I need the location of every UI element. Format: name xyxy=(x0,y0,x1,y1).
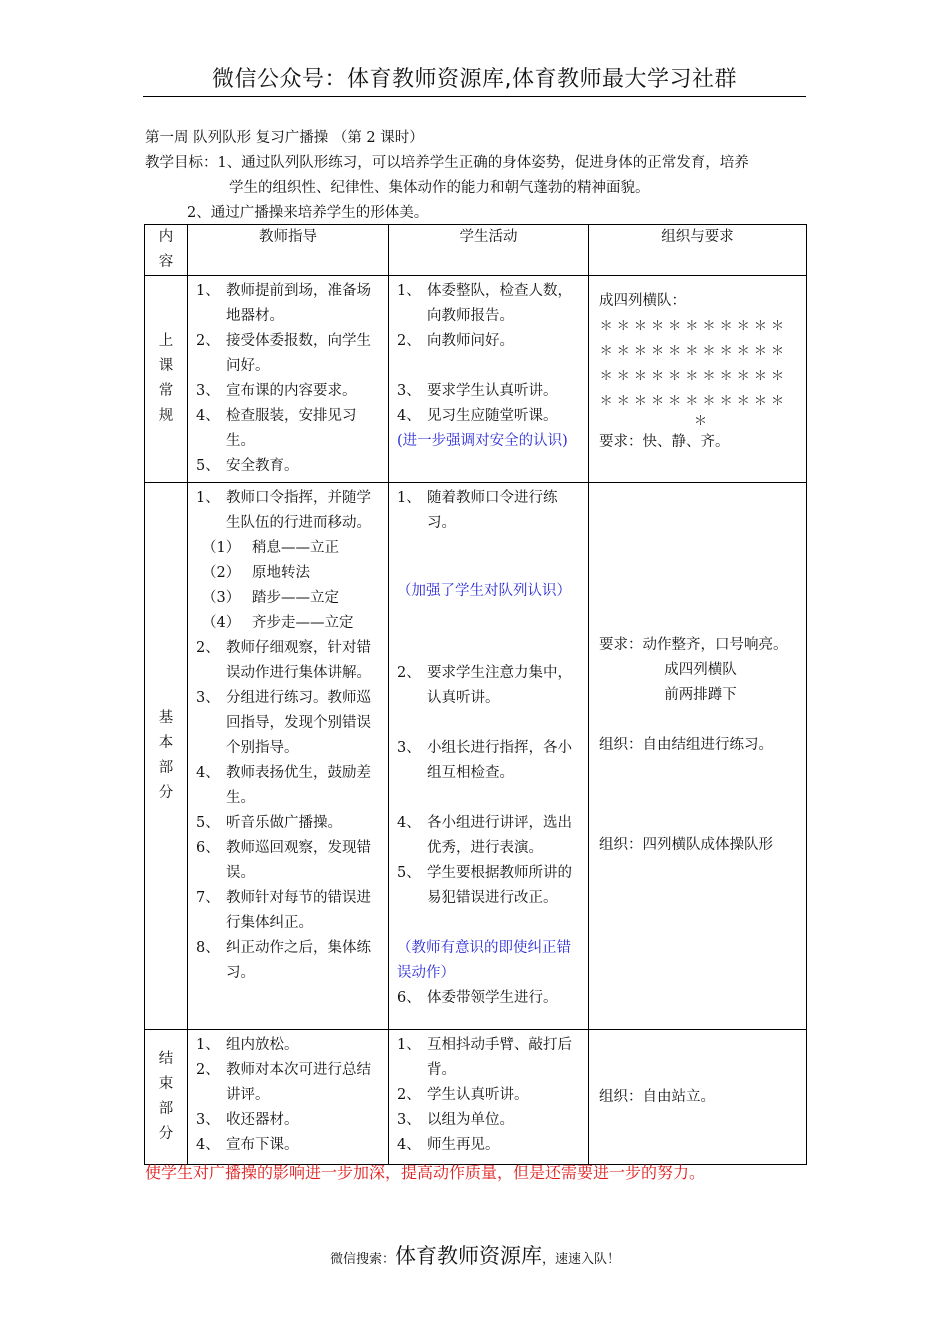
basic-formation: 成四列横队 xyxy=(664,662,737,678)
header-teacher: 教师指导 xyxy=(188,225,389,276)
list-item: 1、 随着教师口令进行练习。 xyxy=(397,490,558,531)
list-item: 4、 见习生应随堂听课。 xyxy=(397,408,558,424)
basic-teacher xyxy=(188,483,389,1030)
ending-row xyxy=(145,1030,807,1165)
footer-prefix: 微信搜索： xyxy=(329,1252,395,1267)
formation-title: 成四列横队： xyxy=(599,293,686,309)
objective-line-1: 教学目标：1、通过队列队形练习，可以培养学生正确的身体姿势，促进身体的正常发育，培养 xyxy=(145,155,749,171)
list-item: 2、 学生认真听讲。 xyxy=(397,1087,529,1103)
header-divider xyxy=(143,96,806,97)
ending-label: 结 束 部 分 xyxy=(145,1030,188,1165)
drill-note: （加强了学生对队列认识） xyxy=(397,583,571,599)
list-item: 1、 互相抖动手臂、敲打后背。 xyxy=(397,1037,572,1078)
routine-org xyxy=(589,276,807,483)
list-item: 1、 组内放松。 xyxy=(196,1037,299,1053)
list-subitem: （3） 踏步——立定 xyxy=(202,590,339,606)
basic-group-org: 组织：自由结组进行练习。 xyxy=(599,737,773,753)
basic-requirement: 要求：动作整齐，口号响亮。 xyxy=(599,637,788,653)
routine-label: 上 课 常 规 xyxy=(145,276,188,483)
list-item: 4、 教师表扬优生，鼓励差生。 xyxy=(196,765,371,806)
safety-note: (进一步强调对安全的认识) xyxy=(397,433,568,449)
footer-suffix: ，速速入队！ xyxy=(542,1252,621,1267)
list-item: 3、 分组进行练习。教师巡回指导，发现个别错误个别指导。 xyxy=(196,690,371,756)
list-item: 3、 收还器材。 xyxy=(196,1112,299,1128)
header-student: 学生活动 xyxy=(389,225,589,276)
list-item: 5、 听音乐做广播操。 xyxy=(196,815,342,831)
list-subitem: （4） 齐步走——立定 xyxy=(202,615,354,631)
lesson-reflection: 使学生对广播操的影响进一步加深，提高动作质量，但是还需要进一步的努力。 xyxy=(145,1163,706,1182)
ending-student xyxy=(389,1030,589,1165)
routine-requirement: 要求：快、静、齐。 xyxy=(599,434,730,450)
list-item: 2、 教师仔细观察，针对错误动作进行集体讲解。 xyxy=(196,640,371,681)
footer xyxy=(0,1240,950,1270)
star-row: ＊ ＊ ＊ ＊ ＊ ＊ ＊ ＊ ＊ ＊ ＊ xyxy=(599,319,784,334)
header-org: 组织与要求 xyxy=(589,225,807,276)
list-item: 1、 教师提前到场，准备场地器材。 xyxy=(196,283,371,324)
list-item: 2、 教师对本次可进行总结讲评。 xyxy=(196,1062,371,1103)
list-item: 7、 教师针对每节的错误进行集体纠正。 xyxy=(196,890,371,931)
lesson-plan-table xyxy=(144,224,807,1165)
star-row: ＊ ＊ ＊ ＊ ＊ ＊ ＊ ＊ ＊ ＊ ＊ xyxy=(599,344,784,359)
list-item: 3、 要求学生认真听讲。 xyxy=(397,383,558,399)
page-header-title: 微信公众号：体育教师资源库,体育教师最大学习社群 xyxy=(212,67,737,92)
list-item: 5、 安全教育。 xyxy=(196,458,299,474)
routine-teacher xyxy=(188,276,389,483)
list-item: 4、 各小组进行讲评，选出优秀，进行表演。 xyxy=(397,815,572,856)
basic-student xyxy=(389,483,589,1030)
list-item: 3、 宣布课的内容要求。 xyxy=(196,383,357,399)
list-item: 3、 小组长进行指挥，各小组互相检查。 xyxy=(397,740,572,781)
objective-line-2: 学生的组织性、纪律性、集体动作的能力和朝气蓬勃的精神面貌。 xyxy=(229,180,650,196)
list-subitem: （1） 稍息——立正 xyxy=(202,540,339,556)
table-header-row xyxy=(145,225,807,276)
footer-brand: 体育教师资源库 xyxy=(395,1244,542,1268)
correction-note: （教师有意识的即使纠正错误动作） xyxy=(397,940,571,981)
basic-formation-org: 组织：四列横队成体操队形 xyxy=(599,837,773,853)
list-item: 6、 体委带领学生进行。 xyxy=(397,990,558,1006)
list-subitem: （2） 原地转法 xyxy=(202,565,310,581)
star-row: ＊ ＊ ＊ ＊ ＊ ＊ ＊ ＊ ＊ ＊ ＊ xyxy=(599,369,784,384)
list-item: 4、 宣布下课。 xyxy=(196,1137,299,1153)
basic-row xyxy=(145,483,807,1030)
routine-row xyxy=(145,276,807,483)
list-item: 2、 要求学生注意力集中，认真听讲。 xyxy=(397,665,572,706)
list-item: 3、 以组为单位。 xyxy=(397,1112,514,1128)
routine-student xyxy=(389,276,589,483)
list-item: 4、 师生再见。 xyxy=(397,1137,500,1153)
list-item: 8、 纠正动作之后，集体练习。 xyxy=(196,940,371,981)
list-item: 2、 向教师问好。 xyxy=(397,333,514,349)
basic-label: 基 本 部 分 xyxy=(145,483,188,1030)
ending-org-text: 组织：自由站立。 xyxy=(599,1088,715,1105)
ending-teacher xyxy=(188,1030,389,1165)
list-item: 1、 教师口令指挥，并随学生队伍的行进而移动。 xyxy=(196,490,371,531)
star-row: ＊ ＊ ＊ ＊ ＊ ＊ ＊ ＊ ＊ ＊ ＊ xyxy=(599,394,784,409)
list-item: 6、 教师巡回观察，发现错误。 xyxy=(196,840,371,881)
lesson-title: 第一周 队列队形 复习广播操 （第 2 课时） xyxy=(145,130,424,146)
basic-org xyxy=(589,483,807,1030)
header-content: 内 容 xyxy=(145,225,188,276)
objective-line-3: 2、通过广播操来培养学生的形体美。 xyxy=(187,205,429,221)
list-item: 4、 检查服装，安排见习生。 xyxy=(196,408,357,449)
basic-squat: 前两排蹲下 xyxy=(664,687,737,703)
list-item: 2、 接受体委报数，向学生问好。 xyxy=(196,333,371,374)
teacher-star: ＊ xyxy=(693,414,707,429)
list-item: 1、 体委整队，检查人数，向教师报告。 xyxy=(397,283,572,324)
ending-org xyxy=(589,1030,807,1165)
list-item: 5、 学生要根据教师所讲的易犯错误进行改正。 xyxy=(397,865,572,906)
